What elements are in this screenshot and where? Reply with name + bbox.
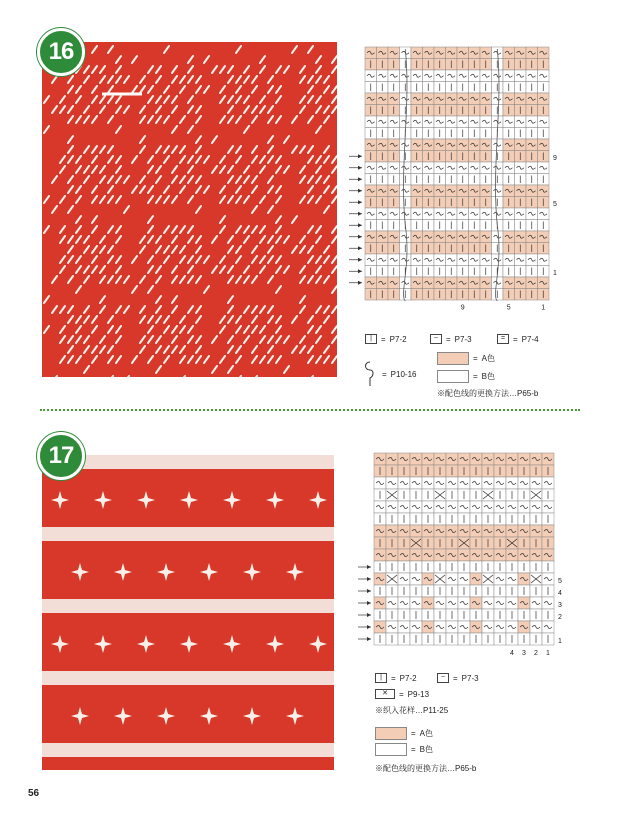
wave-bar-icon: ~ (430, 334, 442, 344)
column-number: 1 (546, 650, 550, 657)
pattern-number-badge-17: 17 (37, 432, 85, 480)
color-a-label: A色 (419, 729, 434, 738)
legend-symbol-1: | = P7-2 (375, 673, 417, 683)
column-number: 4 (510, 650, 514, 657)
column-number: 1 (541, 304, 546, 312)
row-number: 2 (558, 614, 562, 621)
row-arrow-head (367, 577, 371, 581)
hook-stitch-icon (362, 360, 378, 388)
vertical-bar-icon: | (375, 673, 387, 683)
stripe (42, 527, 334, 541)
column-number: 5 (506, 304, 511, 312)
pattern-number-badge-16: 16 (37, 28, 85, 76)
row-number: 1 (553, 270, 557, 277)
color-a-swatch (437, 352, 469, 365)
legend-color-b: = B色 (437, 370, 495, 383)
row-arrow-head (358, 258, 362, 262)
page-number: 56 (28, 788, 40, 799)
stripe (42, 599, 334, 613)
legend-symbol-1: | = P7-2 (365, 334, 407, 344)
knit-photo-17 (42, 455, 334, 770)
legend-ref: P7-4 (521, 334, 539, 344)
legend-ref: P10-16 (390, 369, 417, 379)
row-arrow-head (367, 601, 371, 605)
cross-icon: ✕ (375, 689, 395, 699)
color-b-swatch (437, 370, 469, 383)
row-arrow-head (367, 565, 371, 569)
row-number: 5 (553, 201, 557, 208)
legend-symbol-2: ~ = P7-3 (437, 673, 479, 683)
knit-photo-16 (42, 42, 337, 377)
row-number: 4 (558, 590, 562, 597)
row-arrow-head (358, 177, 362, 181)
row-arrow-head (358, 154, 362, 158)
legend-hook: = P10-16 (362, 360, 416, 388)
legend-color-b: = B色 (375, 743, 433, 756)
row-number: 3 (558, 602, 562, 609)
column-number: 3 (522, 650, 526, 657)
row-arrow-head (367, 613, 371, 617)
legend-symbol-3: ✕ = P9-13 (375, 689, 429, 699)
column-number: 2 (534, 650, 538, 657)
stripe (42, 455, 334, 469)
row-arrow-head (358, 269, 362, 273)
row-arrow-head (358, 212, 362, 216)
color-a-swatch (375, 727, 407, 740)
row-arrow-head (358, 200, 362, 204)
color-change-note: ※配色线的更换方法…P65-b (437, 389, 539, 398)
color-b-label: B色 (481, 372, 496, 381)
legend-ref: P7-2 (389, 334, 407, 344)
stitch-chart-17 (356, 451, 576, 671)
row-arrow-head (358, 281, 362, 285)
double-bar-icon: = (497, 334, 509, 344)
row-number: 1 (558, 638, 562, 645)
color-b-swatch (375, 743, 407, 756)
stripe (42, 743, 334, 757)
stripe (42, 671, 334, 685)
row-number: 5 (558, 578, 562, 585)
photo-background (42, 42, 337, 377)
row-arrow-head (358, 246, 362, 250)
legend-ref: P7-2 (399, 673, 417, 683)
legend-ref: P7-3 (454, 334, 472, 344)
column-number: 9 (460, 304, 465, 312)
legend-color-a: = A色 (437, 352, 495, 365)
legend-symbol-2: ~ = P7-3 (430, 334, 472, 344)
row-arrow-head (358, 235, 362, 239)
legend-symbol-3: = = P7-4 (497, 334, 539, 344)
color-change-note: ※配色线的更换方法…P65-b (375, 764, 477, 773)
row-arrow-head (367, 637, 371, 641)
legend-ref: P7-3 (461, 673, 479, 683)
row-arrow-head (367, 625, 371, 629)
row-arrow-head (358, 166, 362, 170)
row-number: 9 (553, 155, 557, 162)
row-arrow-head (358, 223, 362, 227)
section-divider (40, 409, 580, 411)
legend-ref: P9-13 (407, 689, 430, 699)
vertical-bar-icon: | (365, 334, 377, 344)
stitch-chart-16 (347, 45, 572, 330)
color-a-label: A色 (481, 354, 496, 363)
wave-icon: ~ (437, 673, 449, 683)
row-arrow-head (358, 189, 362, 193)
legend-color-a: = A色 (375, 727, 433, 740)
row-arrow-head (367, 589, 371, 593)
color-b-label: B色 (419, 745, 434, 754)
jacquard-note: ※织入花样…P11-25 (375, 706, 449, 715)
